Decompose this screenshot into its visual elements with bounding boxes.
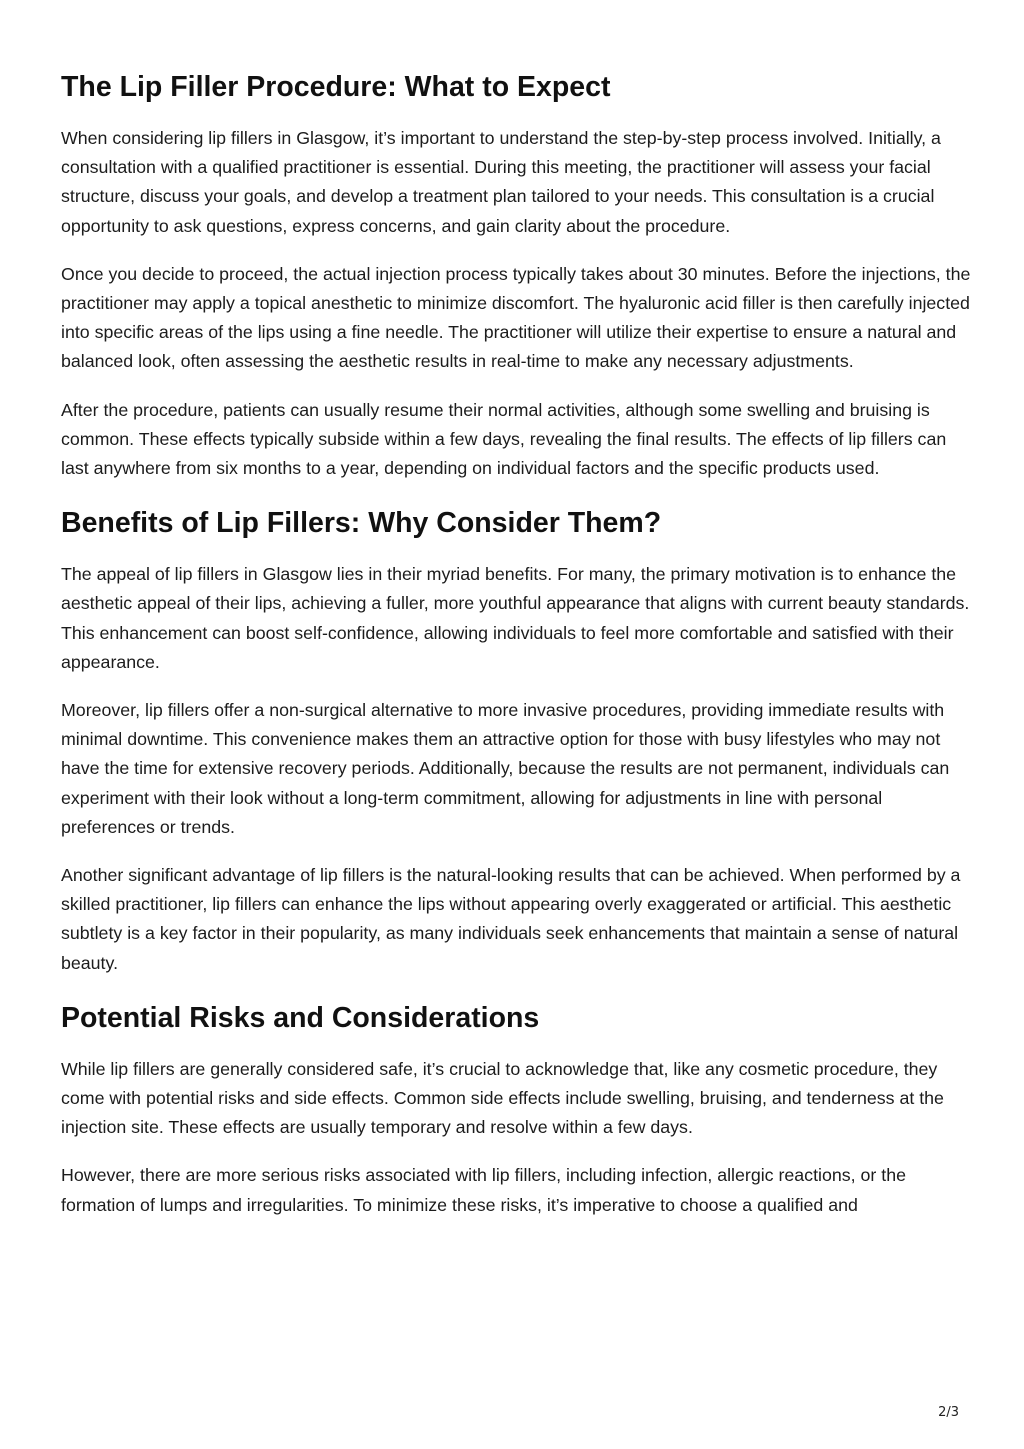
paragraph: However, there are more serious risks associated with lip fillers, including infection, allergic reactions, or the formation of lumps and irregularities. To minimize these risks, it’s imperative to choose a qualified and	[61, 1165, 906, 1215]
section-heading: Potential Risks and Considerations	[61, 1001, 540, 1034]
paragraph: While lip fillers are generally considered safe, it’s crucial to acknowledge that, like any cosmetic procedure, they come with potential risks and side effects. Common side effects include swelling, bruising, and tenderness at the injection site. These effects are usually temporary and resolve within a few days.	[61, 1058, 944, 1138]
paragraph: Moreover, lip fillers offer a non-surgical alternative to more invasive procedures, providing immediate results with minimal downtime. This convenience makes them an attractive option for those with busy lifestyles who may not have the time for extensive recovery periods. Additionally, because the results are not permanent, individuals can experiment with their look without a long-term commitment, allowing for adjustments in line with personal preferences or trends.	[61, 700, 950, 837]
section-heading: The Lip Filler Procedure: What to Expect	[61, 71, 611, 103]
paragraph: Another significant advantage of lip fillers is the natural-looking results that can be achieved. When performed by a skilled practitioner, lip fillers can enhance the lips without appearing overly exaggerated or artificial. This aesthetic subtlety is a key factor in their popularity, as many individuals seek enhancements that maintain a sense of natural beauty.	[61, 865, 961, 973]
section-benefits	[61, 502, 973, 978]
section-procedure	[61, 66, 973, 483]
page-number: 2/3	[938, 1405, 959, 1420]
section-heading: Benefits of Lip Fillers: Why Consider Them?	[61, 507, 662, 540]
section-risks	[61, 997, 973, 1220]
document-page	[61, 66, 973, 1239]
paragraph: When considering lip fillers in Glasgow, it’s important to understand the step-by-step process involved. Initially, a consultation with a qualified practitioner is essential. During this meeting, the practitioner will assess your facial structure, discuss your goals, and develop a treatment plan tailored to your needs. This consultation is a crucial opportunity to ask questions, express concerns, and gain clarity about the procedure.	[61, 128, 941, 236]
paragraph: After the procedure, patients can usually resume their normal activities, although some swelling and bruising is common. These effects typically subside within a few days, revealing the final results. The effects of lip fillers can last anywhere from six months to a year, depending on individual factors and the specific products used.	[61, 399, 947, 479]
paragraph: The appeal of lip fillers in Glasgow lies in their myriad benefits. For many, the primary motivation is to enhance the aesthetic appeal of their lips, achieving a fuller, more youthful appearance that aligns with current beauty standards. This enhancement can boost self-confidence, allowing individuals to feel more comfortable and satisfied with their appearance.	[61, 564, 970, 672]
paragraph: Once you decide to proceed, the actual injection process typically takes about 30 minutes. Before the injections, the practitioner may apply a topical anesthetic to minimize discomfort. The hyaluronic acid filler is then carefully injected into specific areas of the lips using a fine needle. The practitioner will utilize their expertise to ensure a natural and balanced look, often assessing the aesthetic results in real-time to make any necessary adjustments.	[61, 263, 971, 372]
